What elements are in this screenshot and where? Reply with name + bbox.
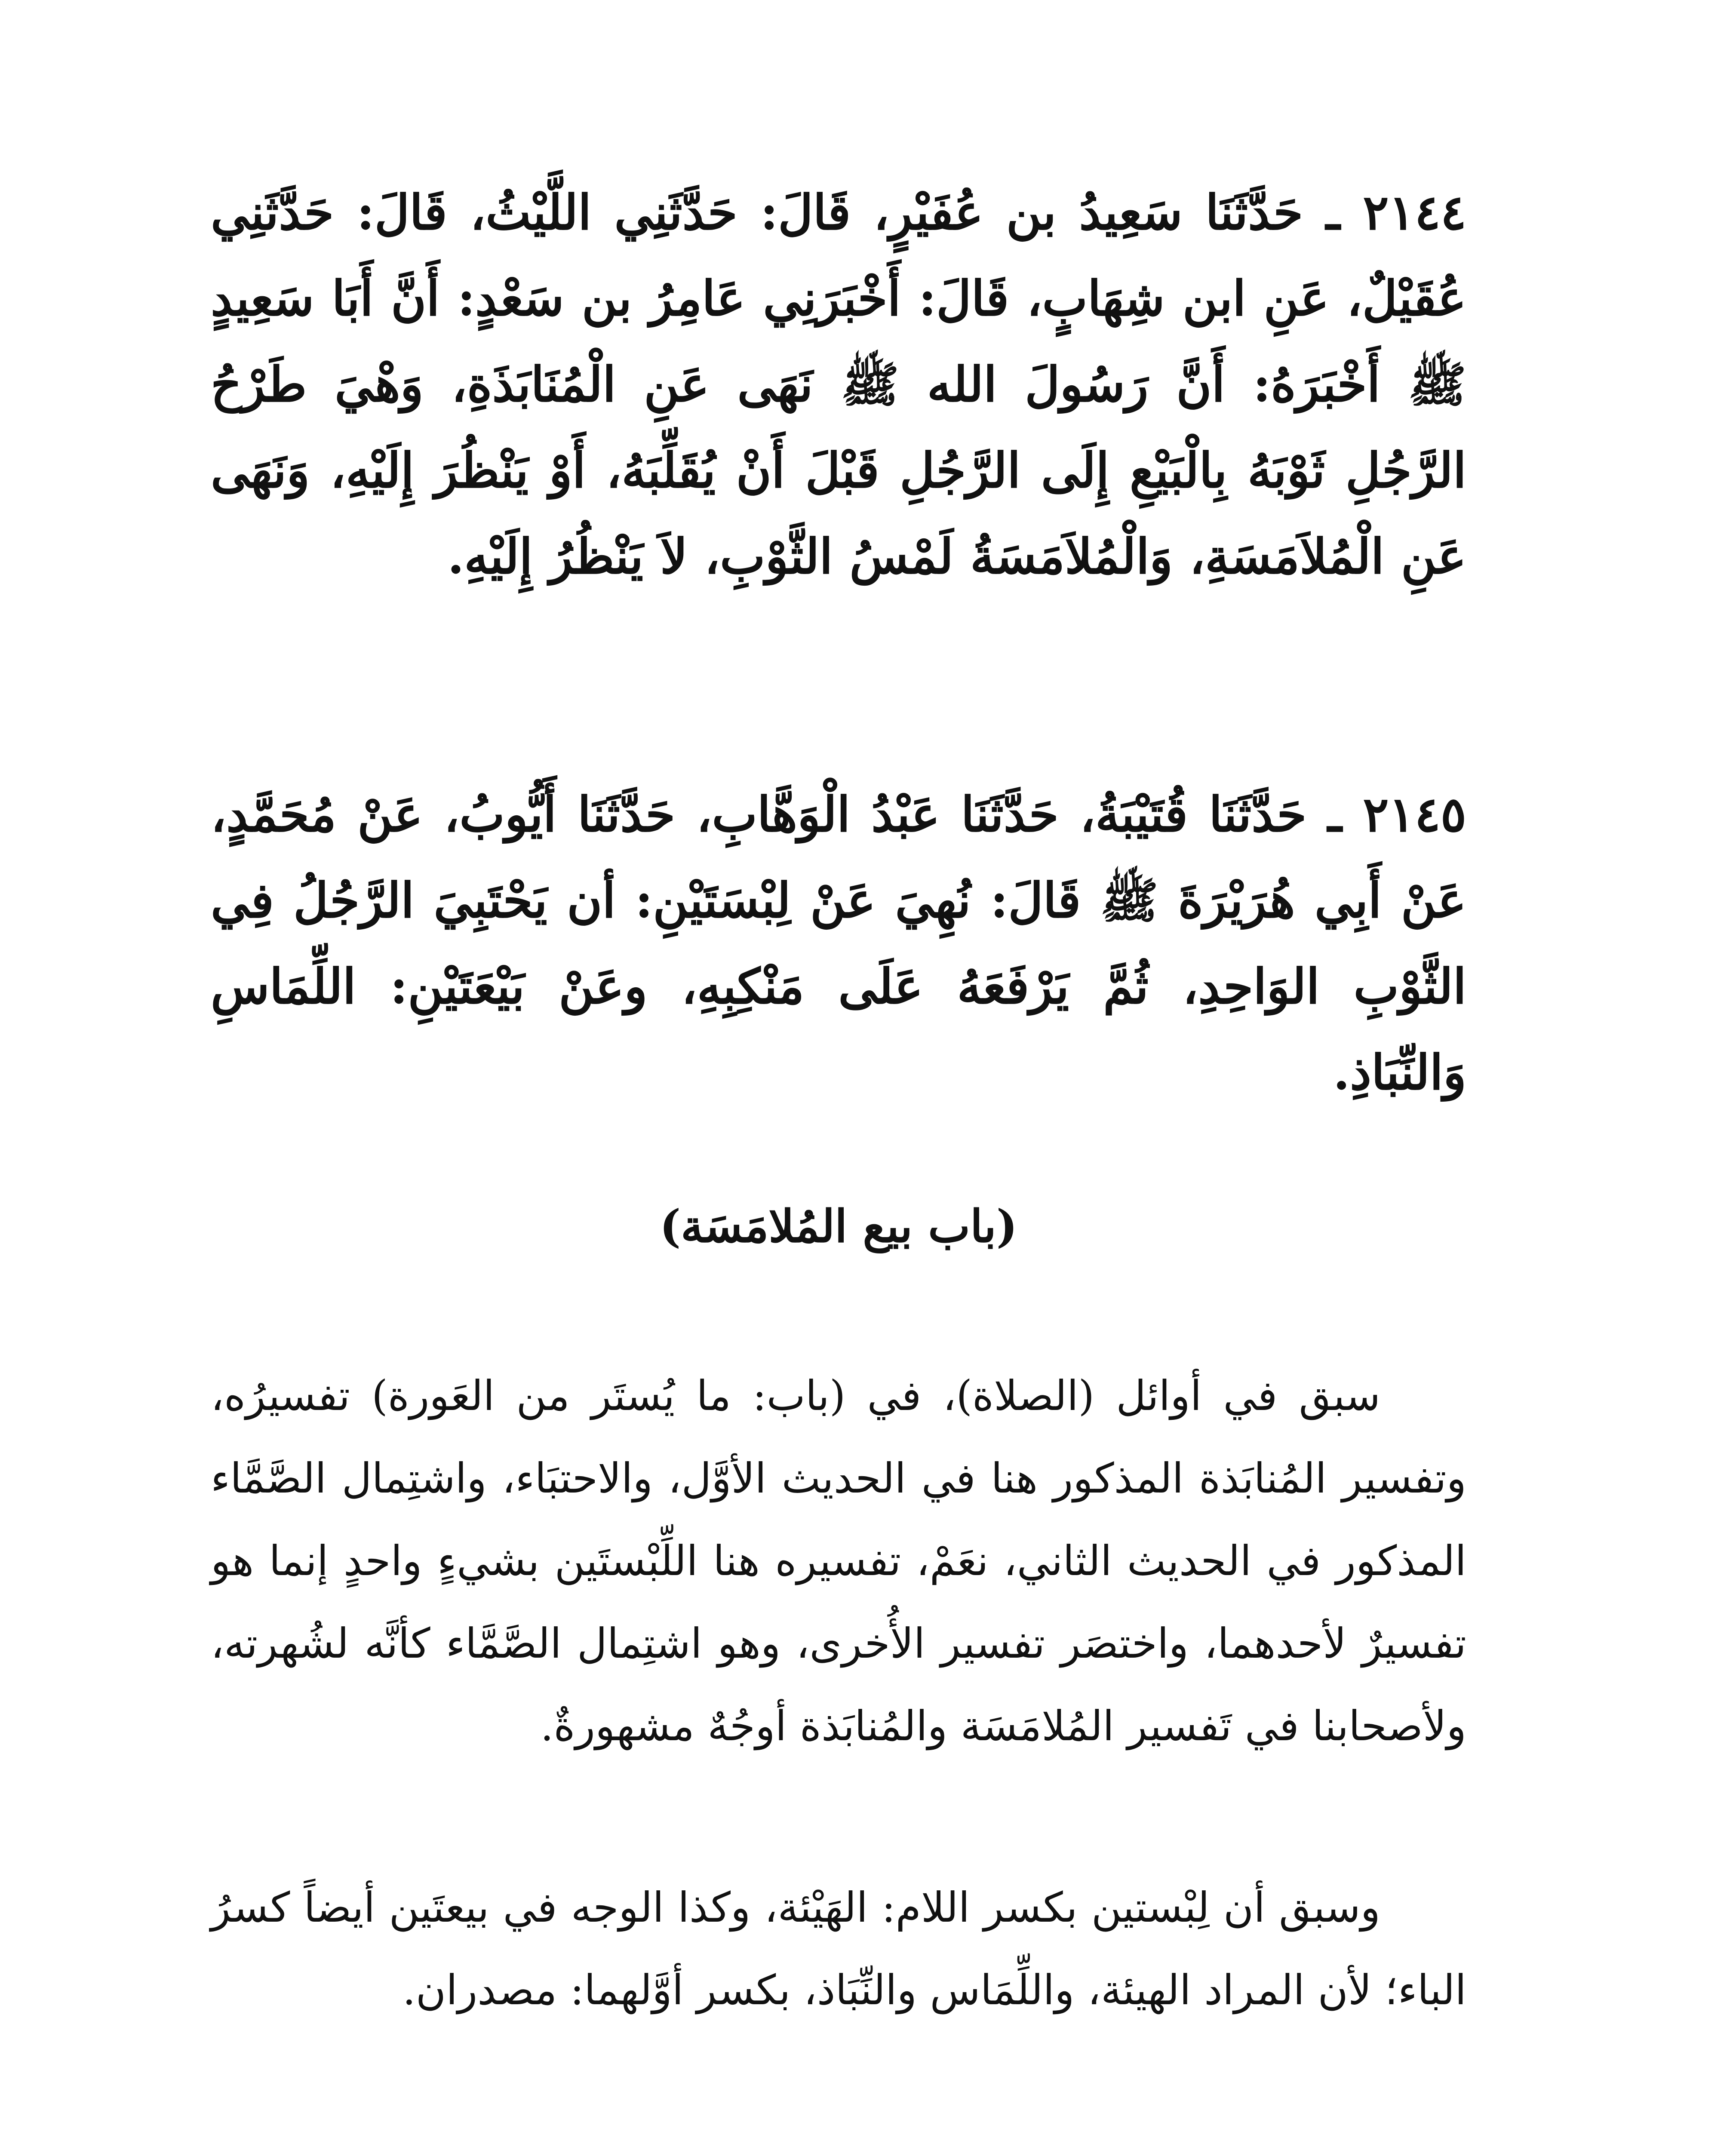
hadith-2144-paragraph: ٢١٤٤ ـ حَدَّثَنَا سَعِيدُ بن عُفَيْرٍ، قَالَ: حَدَّثَنِي اللَّيْثُ، قَالَ: حَدَّثَنِي عُقَيْلٌ، عَنِ ابن شِهَابٍ، قَالَ: أَخْبَرَنِي عَامِرُ بن سَعْدٍ: أَنَّ أَبَا سَعِيدٍ ﷺ أَخْبَرَهُ: أَنَّ رَسُولَ الله ﷺ نَهَى عَنِ الْمُنَابَذَةِ، وَهْيَ طَرْحُ الرَّجُلِ ثَوْبَهُ بِالْبَيْعِ إِلَى الرَّجُلِ قَبْلَ أَنْ يُقَلِّبَهُ، أَوْ يَنْظُرَ إِلَيْهِ، وَنَهَى عَنِ الْمُلاَمَسَةِ، وَالْمُلاَمَسَةُ لَمْسُ الثَّوْبِ، لاَ يَنْظُرُ إِلَيْهِ. [211, 184, 1466, 585]
hadith-2145-paragraph: ٢١٤٥ ـ حَدَّثَنَا قُتَيْبَةُ، حَدَّثَنَا عَبْدُ الْوَهَّابِ، حَدَّثَنَا أَيُّوبُ، عَنْ مُحَمَّدٍ، عَنْ أَبِي هُرَيْرَةَ ﷺ قَالَ: نُهِيَ عَنْ لِبْسَتَيْنِ: أن يَحْتَبِيَ الرَّجُلُ فِي الثَّوْبِ الوَاحِدِ، ثُمَّ يَرْفَعَهُ عَلَى مَنْكِبِهِ، وعَنْ بَيْعَتَيْنِ: اللِّمَاسِ وَالنِّبَاذِ. [211, 786, 1466, 1101]
commentary-paragraph-2: وسبق أن لِبْستين بكسر اللام: الهَيْئة، وكذا الوجه في بيعتَين أيضاً كسرُ الباء؛ لأن المراد الهيئة، واللِّمَاس والنِّبَاذ، بكسر أوَّلهما: مصدران. [211, 1883, 1466, 2014]
commentary-paragraph-1: سبق في أوائل (الصلاة)، في (باب: ما يُستَر من العَورة) تفسيرُه، وتفسير المُنابَذة المذكور هنا في الحديث الأوَّل، والاحتبَاء، واشتِمال الصَّمَّاء المذكور في الحديث الثاني، نعَمْ، تفسيره هنا اللِّبْستَين بشيءٍ واحدٍ إنما هو تفسيرٌ لأحدهما، واختصَر تفسير الأُخرى، وهو اشتِمال الصَّمَّاء كأنَّه لشُهرته، ولأصحابنا في تَفسير المُلامَسَة والمُنابَذة أوجُهٌ مشهورةٌ. [211, 1372, 1467, 1750]
section-heading: (باب بيع المُلامَسَة) [659, 1200, 1018, 1253]
